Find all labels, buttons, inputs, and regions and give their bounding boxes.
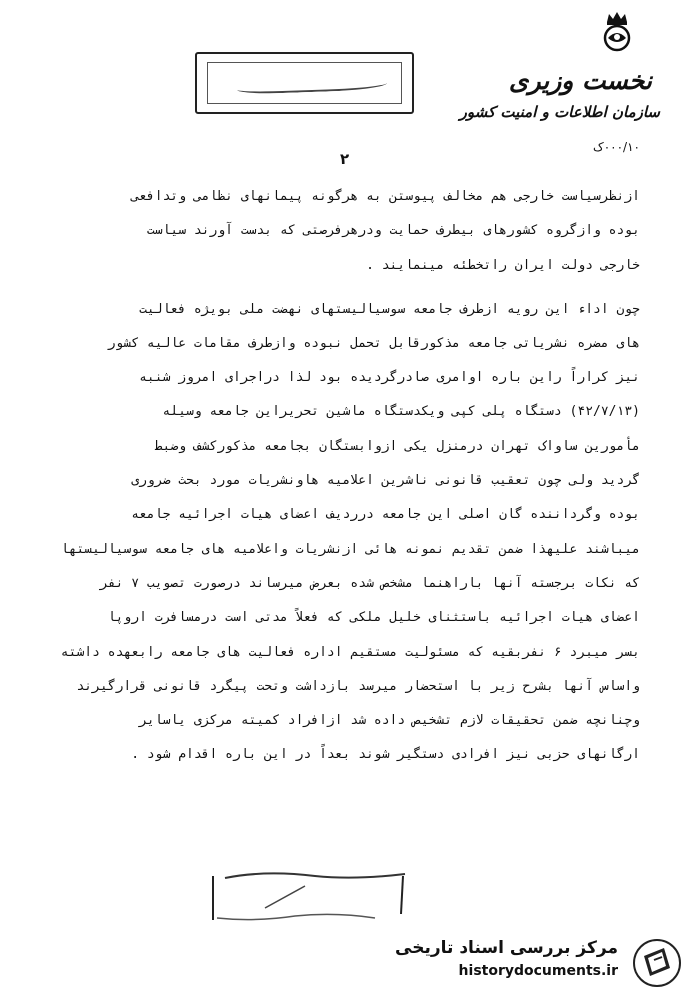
header-title: نخست وزیری [508, 66, 652, 95]
body-line: ارگانهای حزبی نیز افرادی دستگیر شوند بعداً در این باره اقدام شود . [131, 747, 640, 763]
body-line: چون اداء این رویه ازطرف جامعه سوسیالیستهای نهضت ملی بویژه فعالیت [139, 301, 640, 317]
body-line: مأمورین ساواک تهران درمنزل یکی ازوابستگان بجامعه مذکورکشف وضبط [154, 438, 640, 454]
body-line: گردید ولی چون تعقیب قانونی ناشرین اعلامیه هاونشریات مورد بحث ضروری [131, 473, 640, 489]
body-line: نیز کراراً راین باره اوامری صادرگردیده بود لذا دراجرای امروز شنبه [139, 370, 640, 386]
body-line: وچنانچه ضمن تحقیقات لازم تشخیص داده شد ازافراد کمیته مرکزی یاسایر [139, 713, 640, 729]
crown-emblem-icon [594, 8, 640, 54]
watermark [395, 936, 690, 988]
letter-body [40, 180, 640, 773]
body-line: بوده وازگروه کشورهای بیطرف حمایت ودرهرفرصتی که بدست آورند سیاست [146, 223, 640, 239]
watermark-name: مرکز بررسی اسناد تاریخی [395, 938, 618, 958]
body-line: بوده وگرداننده گان اصلی این جامعه درردیف اعضای هیات اجرائیه جامعه [131, 507, 640, 523]
classification-stamp [195, 52, 414, 114]
body-line: های مضره نشریاتی جامعه مذکورقابل تحمل نبوده وازطرف مقامات عالیه کشور [107, 335, 640, 351]
body-line: اعضای هیات اجرائیه باستثنای خلیل ملکی که فعلاً مدتی است درمسافرت اروپا [107, 610, 640, 626]
body-line: بسر میبرد ۶ نفربقیه که مسئولیت مستقیم اداره فعالیت های جامعه رابعهده داشته [60, 644, 640, 660]
reference-number: ۰۰۰/۱۰ک [592, 140, 640, 154]
body-line: خارجی دولت ایران راتخطئه مینمایند . [366, 257, 640, 273]
signature-scribble [205, 868, 415, 928]
body-line: واساس آنها بشرح زیر با استحضار میرسد بازداشت وتحت پیگرد قانونی قرارگیرند [76, 678, 640, 694]
watermark-url: historydocuments.ir [458, 963, 618, 979]
body-line: میباشند علیهذا ضمن تقدیم نمونه هائی ازنشریات واعلامیه های جامعه سوسیالیستها [60, 541, 640, 557]
body-line: ازنظرسیاست خارجی هم مخالف پیوستن به هرگونه پیمانهای نظامی وتدافعی [131, 189, 640, 204]
body-line: که نکات برجسته آنها باراهنما مشخص شده بعرض میرساند درصورت تصویب ۷ نفر [99, 575, 640, 591]
page-number: ۲ [340, 150, 350, 168]
header-organization: سازمان اطلاعات و امنیت کشور [459, 103, 660, 121]
archive-logo-icon [632, 938, 682, 988]
body-line: (۴۲/۷/۱۳) دستگاه پلی کپی ویکدستگاه ماشین تحریراین جامعه وسیله [162, 404, 640, 420]
